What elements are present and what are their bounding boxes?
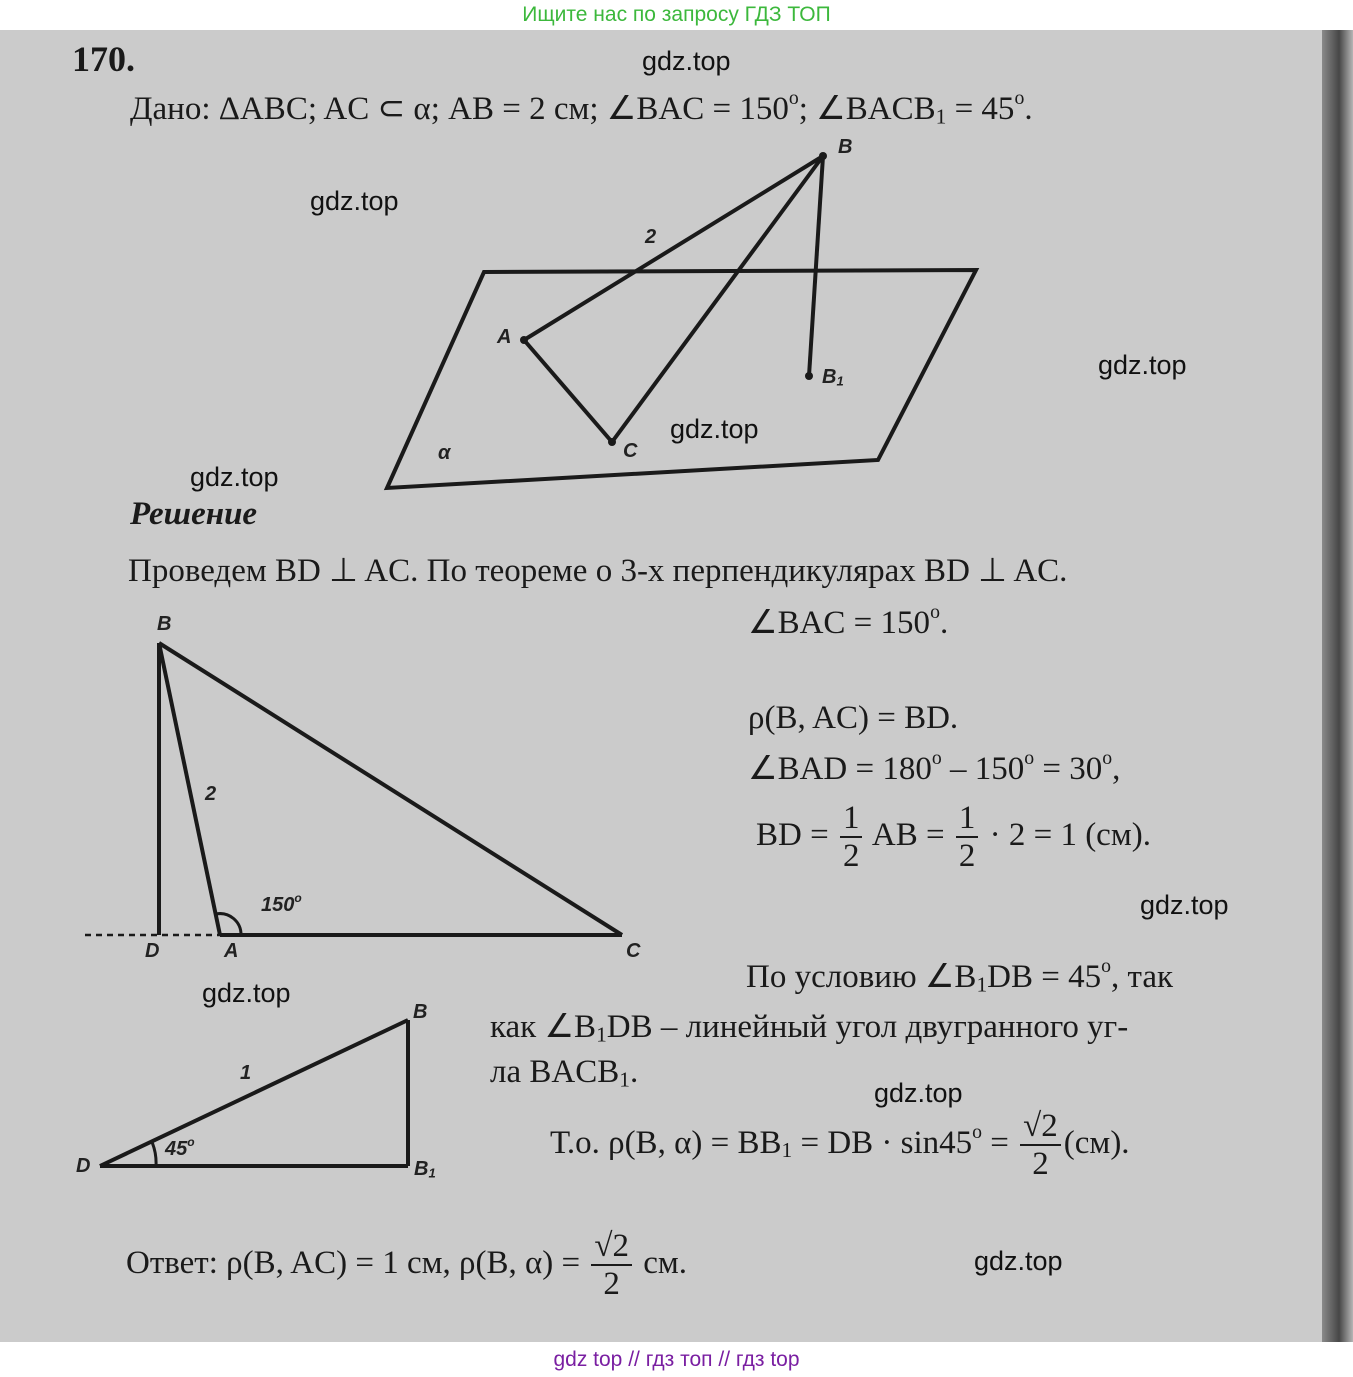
solution-title: Решение (130, 496, 258, 532)
watermark: gdz.top (642, 46, 731, 76)
label-b1: $B_1$ (822, 366, 844, 389)
figure-2 (85, 643, 622, 935)
label-angle-45: 45$^o$ (165, 1135, 195, 1160)
label-ab-length: 2 (645, 226, 657, 248)
watermark: gdz.top (190, 462, 279, 492)
therefore-line: Т.о. ρ(B, $\alpha) = BB_1$ = DB · $\sin 45^o$ = $\frac{√2}{2}$ (см). (550, 1108, 1130, 1183)
watermark: gdz.top (974, 1246, 1063, 1276)
watermark: gdz.top (202, 978, 291, 1008)
label-c-2: C (626, 940, 641, 962)
label-b-2: B (157, 613, 172, 635)
label-b1-3: $B_1$ (414, 1158, 436, 1181)
point-c (608, 438, 616, 446)
angle-bac-line: ∠BAC = $150^o$. (748, 601, 949, 641)
label-d-3: D (76, 1155, 91, 1177)
bottom-banner[interactable]: gdz top // гдз топ // гдз top (553, 1348, 800, 1371)
label-angle-150: 150$^o$ (261, 891, 302, 916)
solution-line-1: Проведем BD ⊥ AC. По теореме о 3-х перпендикулярах BD ⊥ AC. (128, 553, 1068, 589)
fraction-sqrt2-1: $\frac{√2}{2}$ (1020, 1108, 1061, 1183)
condition-line-1: По условию $\angle B_1DB = 45^o$, так (746, 955, 1174, 997)
label-alpha: α (438, 442, 451, 464)
watermark: gdz.top (670, 414, 759, 444)
segment-bb1 (809, 156, 823, 376)
point-b1 (805, 372, 813, 380)
angle-arc-45 (152, 1142, 156, 1166)
top-banner[interactable]: Ищите нас по запросу ГДЗ ТОП (522, 3, 831, 26)
rho-bac-line: ρ(B, AC) = BD. (748, 700, 959, 736)
label-ba-length: 2 (205, 783, 217, 805)
condition-line-2: как $\angle B_1DB$ – линейный угол двугранного уг- (490, 1009, 1129, 1047)
angle-bad-line: ∠BAD = $180^o - 150^o = 30^o$, (748, 747, 1121, 787)
label-a-2: A (224, 940, 239, 962)
textbook-page-scan (0, 30, 1353, 1342)
problem-number: 170. (72, 39, 135, 79)
segment-bc (612, 156, 823, 442)
condition-line-3: ла $BACB_1$. (490, 1054, 639, 1092)
fraction-half-1: $\frac{1}{2}$ (840, 800, 863, 875)
point-b (819, 152, 827, 160)
bd-formula: BD = $\frac{1}{2}$ AB = $\frac{1}{2}$ · 2 = 1 (см). (756, 800, 1151, 875)
figure-3 (100, 1020, 408, 1166)
fraction-half-2: $\frac{1}{2}$ (956, 800, 979, 875)
label-b-3: B (413, 1001, 428, 1023)
fraction-sqrt2-2: $\frac{√2}{2}$ (591, 1228, 632, 1303)
plane-alpha (387, 270, 976, 488)
label-db-length: 1 (240, 1062, 252, 1084)
segment-ab (524, 156, 823, 340)
label-d-2: D (145, 940, 160, 962)
segment-ac (524, 340, 612, 442)
segment-db (100, 1020, 408, 1166)
label-b: B (838, 136, 853, 158)
label-a: A (497, 326, 512, 348)
given-line: Дано: ΔABC; AC ⊂ α; AB = 2 см; ∠BAC = $150^o$; $\angle BACB_1 = 45^o$. (130, 87, 1033, 129)
point-a (520, 336, 528, 344)
watermark: gdz.top (874, 1078, 963, 1108)
segment-bc-2 (159, 643, 622, 935)
label-c: C (623, 440, 638, 462)
watermark: gdz.top (1140, 890, 1229, 920)
answer-line: Ответ: ρ(B, AC) = 1 см, ρ(B, α) = $\frac{√2}{2}$ см. (126, 1228, 688, 1303)
watermark: gdz.top (310, 186, 399, 216)
watermark: gdz.top (1098, 350, 1187, 380)
